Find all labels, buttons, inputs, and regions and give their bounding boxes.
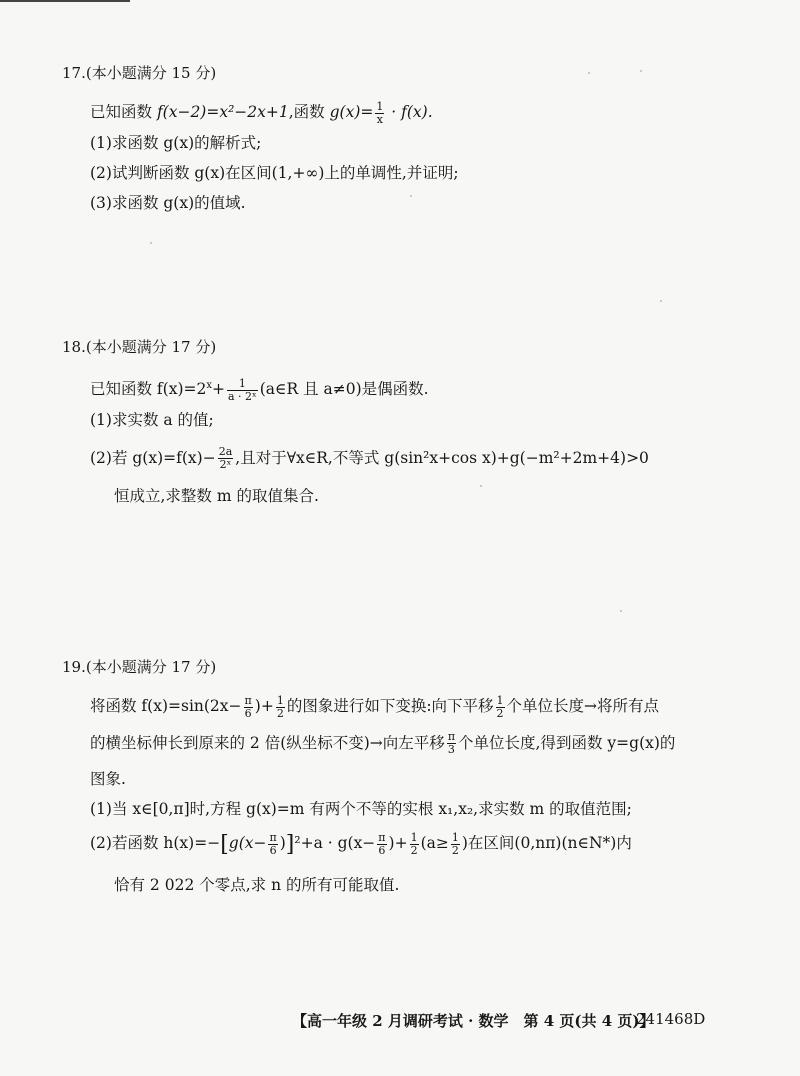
scan-speck	[620, 610, 622, 612]
fraction-pi-over-6: $\frac{\pi}{6}$	[269, 830, 277, 857]
scan-speck	[410, 195, 412, 197]
question-18-stem: 已知函数 $f(x)=2^x+$ $\frac{1}{\text{a · 2ˣ}}$ (a∈R 且 a≠0)是偶函数.	[90, 376, 429, 403]
fraction-pi-over-3: $\frac{\pi}{3}$	[447, 730, 456, 756]
left-bracket: [	[220, 832, 229, 857]
question-19-header: 19.(本小题满分 17 分)	[62, 658, 217, 676]
question-17-part-3: (3)求函数 g(x)的值域.	[90, 193, 246, 212]
fraction-1-over-2: $\frac{1}{2}$	[276, 693, 284, 720]
question-17-part-1: (1)求函数 g(x)的解析式;	[90, 133, 262, 152]
question-19-line-1: 将函数 f(x)=sin(2x− $\frac{\pi}{6}$ )+ $\frac{1}{2}$ 的图象进行如下变换:向下平移 $\frac{1}{2}$ 个单位长度→将所有点	[90, 693, 660, 720]
fraction-1-over-x: $\frac{1}{x}$	[376, 99, 384, 126]
question-18	[62, 336, 740, 513]
fraction-pi-over-6: $\frac{\pi}{6}$	[378, 830, 386, 857]
scan-speck	[660, 300, 662, 302]
question-19-part-2: (2)若函数 h(x)=−[g(x− $\frac{\pi}{6}$ )]²+a · g(x− $\frac{\pi}{6}$ )+ $\frac{1}{2}$ (a≥ $\frac{1}{2}$ )在区间(0,nπ)(n∈N*)内	[90, 830, 632, 857]
question-19-part-2-continued: 恰有 2 022 个零点,求 n 的所有可能取值.	[114, 876, 400, 894]
scan-speck	[588, 72, 590, 74]
fraction-pi-over-6: $\frac{\pi}{6}$	[244, 693, 252, 720]
scan-speck	[150, 242, 152, 244]
question-18-part-1: (1)求实数 a 的值;	[90, 410, 214, 429]
fraction-1-over-2: $\frac{1}{2}$	[410, 830, 418, 857]
question-17-stem: 已知函数 f(x−2)=x²−2x+1,函数 g(x)= $\frac{1}{x}$ · f(x).	[90, 99, 433, 126]
question-18-header: 18.(本小题满分 17 分)	[62, 338, 217, 356]
right-bracket: ]	[285, 832, 295, 857]
question-19-line-2: 的横坐标伸长到原来的 2 倍(纵坐标不变)→向左平移 $\frac{\pi}{3}$ 个单位长度,得到函数 y=g(x)的	[90, 730, 676, 756]
scan-speck	[640, 70, 642, 72]
footer-code: 241468D	[636, 1010, 706, 1028]
question-18-part-2: (2)若 g(x)=f(x)− $\frac{2a}{\text{2ˣ}}$ ,且对于∀x∈R,不等式 g(sin²x+cos x)+g(−m²+2m+4)>0	[90, 445, 649, 472]
footer-title: 【高一年级 2 月调研考试 · 数学 第 4 页(共 4 页)】	[292, 1012, 655, 1030]
question-19	[62, 656, 740, 902]
fraction-1-over-2: $\frac{1}{2}$	[496, 693, 504, 720]
fraction-1-over-a2x: $\frac{1}{\text{a · 2ˣ}}$	[228, 376, 257, 403]
scan-speck	[480, 485, 482, 487]
question-17	[62, 62, 740, 220]
top-edge-line	[0, 0, 130, 2]
question-18-part-2-continued: 恒成立,求整数 m 的取值集合.	[114, 487, 319, 506]
fraction-2a-over-2x: $\frac{2a}{\text{2ˣ}}$	[218, 445, 233, 472]
question-19-part-1: (1)当 x∈[0,π]时,方程 g(x)=m 有两个不等的实根 x₁,x₂,求实数 m 的取值范围;	[90, 800, 632, 818]
fraction-1-over-2: $\frac{1}{2}$	[451, 830, 459, 857]
question-17-part-2: (2)试判断函数 g(x)在区间(1,+∞)上的单调性,并证明;	[90, 163, 459, 182]
question-19-line-3: 图象.	[90, 770, 126, 788]
question-17-header: 17.(本小题满分 15 分)	[62, 64, 217, 82]
